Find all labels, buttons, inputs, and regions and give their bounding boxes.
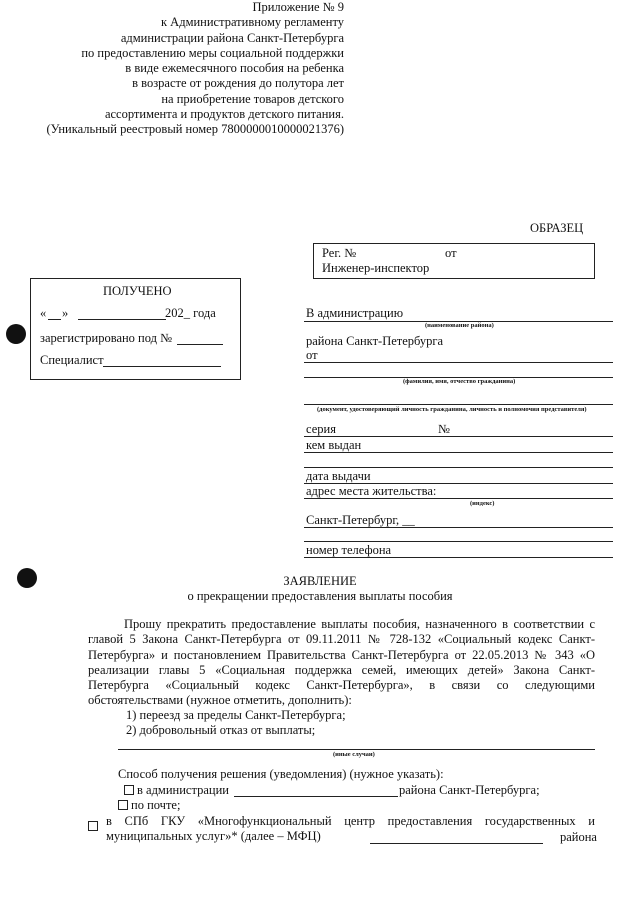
reg-number-label: Рег. № — [322, 246, 357, 260]
inspector-label: Инженер-инспектор — [322, 261, 430, 275]
applicant-name-field[interactable] — [304, 362, 613, 363]
header-line: в возрасте от рождения до полутора лет — [132, 76, 344, 91]
option-mail-checkbox[interactable] — [118, 800, 128, 810]
registered-label: зарегистрировано под № — [40, 331, 173, 345]
received-box — [30, 278, 241, 380]
receipt-method-label: Способ получения решения (уведомления) (нужное указать): — [118, 767, 444, 781]
id-document-hint: (документ, удостоверяющий личность гражданина, личность и полномочия представителя) — [317, 406, 587, 413]
other-reason-field[interactable] — [118, 749, 595, 750]
reason-relocation: 1) переезд за пределы Санкт-Петербурга; — [126, 708, 346, 722]
appendix-header — [0, 0, 344, 138]
header-line: (Уникальный реестровый номер 7800000010000021376) — [46, 122, 344, 137]
option-mail[interactable] — [118, 798, 180, 813]
received-date-open: « — [40, 306, 47, 320]
option-mfc-checkbox[interactable] — [88, 821, 98, 831]
other-reason-hint: (иные случаи) — [333, 751, 375, 758]
header-line: администрации района Санкт-Петербурга — [120, 30, 344, 45]
received-date-close: » — [62, 306, 69, 320]
admin-name-hint: (наименование района) — [425, 322, 494, 329]
phone-field[interactable] — [304, 557, 613, 558]
index-hint: (индекс) — [470, 500, 495, 507]
option-admin[interactable] — [124, 783, 229, 798]
header-line: на приобретение товаров детского — [161, 91, 344, 106]
phone-label: номер телефона — [306, 543, 392, 557]
issue-date-label: дата выдачи — [306, 469, 371, 483]
mfc-district-field[interactable] — [370, 843, 543, 844]
series-number-field[interactable] — [304, 436, 613, 437]
issued-by-label: кем выдан — [306, 438, 362, 452]
series-label: серия — [306, 422, 336, 436]
statement-body: Прошу прекратить предоставление выплаты пособия, назначенного в соответствии с главой 5 Закона Санкт-Петербурга от 09.11.2011 № 728-132 «Социальный кодекс Санкт-Петербурга» и постановлением Правительства Санкт-Петербурга от 22.05.2013 № 343 «О реализации главы 5 «Социальная поддержка семей, имеющих детей» Закона Санкт-Петербурга «Социальный кодекс Санкт-Петербурга», в связи со следующими обстоятельствами (нужное отметить, дополнить): — [88, 617, 595, 708]
reason-voluntary-refusal: 2) добровольный отказ от выплаты; — [126, 723, 316, 737]
address-field-2[interactable] — [304, 541, 613, 542]
header-line: ассортимента и продуктов детского питания. — [104, 107, 344, 122]
option-mfc-tail: района — [560, 830, 597, 844]
option-mail-label: по почте; — [131, 798, 181, 812]
id-document-field[interactable] — [304, 404, 613, 405]
option-mfc-label: в СПб ГКУ «Многофункциональный центр предоставления государственных и муниципальных услуг»* (далее – МФЦ) — [106, 814, 595, 844]
header-line: к Административному регламенту — [160, 15, 344, 30]
statement-subtitle: о прекращении предоставления выплаты пособия — [187, 589, 453, 603]
reg-date-label: от — [445, 246, 457, 260]
option-admin-label: в администрации — [137, 783, 229, 797]
admin-district-field[interactable] — [234, 796, 398, 797]
city-address-field[interactable] — [304, 527, 613, 528]
received-title: ПОЛУЧЕНО — [103, 284, 172, 298]
city-label: Санкт-Петербург, __ — [306, 513, 415, 527]
header-line: по предоставлению меры социальной поддержки — [81, 45, 344, 60]
issued-by-field-2[interactable] — [304, 467, 613, 468]
specialist-label: Специалист — [40, 353, 104, 367]
to-admin-label: В администрацию — [306, 306, 404, 320]
from-label: от — [306, 348, 318, 362]
registration-box — [313, 243, 595, 279]
doc-number-label: № — [438, 422, 450, 436]
statement-title: ЗАЯВЛЕНИЕ — [283, 574, 357, 588]
issued-by-field[interactable] — [304, 452, 613, 453]
address-field[interactable] — [304, 498, 613, 499]
header-line: в виде ежемесячного пособия на ребенка — [125, 61, 344, 76]
punch-hole-top — [6, 324, 26, 344]
district-label: района Санкт-Петербурга — [306, 334, 444, 348]
address-label: адрес места жительства: — [306, 484, 437, 498]
sample-label: ОБРАЗЕЦ — [530, 221, 584, 235]
header-line: Приложение № 9 — [252, 0, 344, 14]
received-year: 202_ года — [165, 306, 216, 320]
option-admin-tail: района Санкт-Петербурга; — [399, 783, 540, 797]
fio-hint: (фамилия, имя, отчество гражданина) — [403, 378, 516, 385]
option-admin-checkbox[interactable] — [124, 785, 134, 795]
